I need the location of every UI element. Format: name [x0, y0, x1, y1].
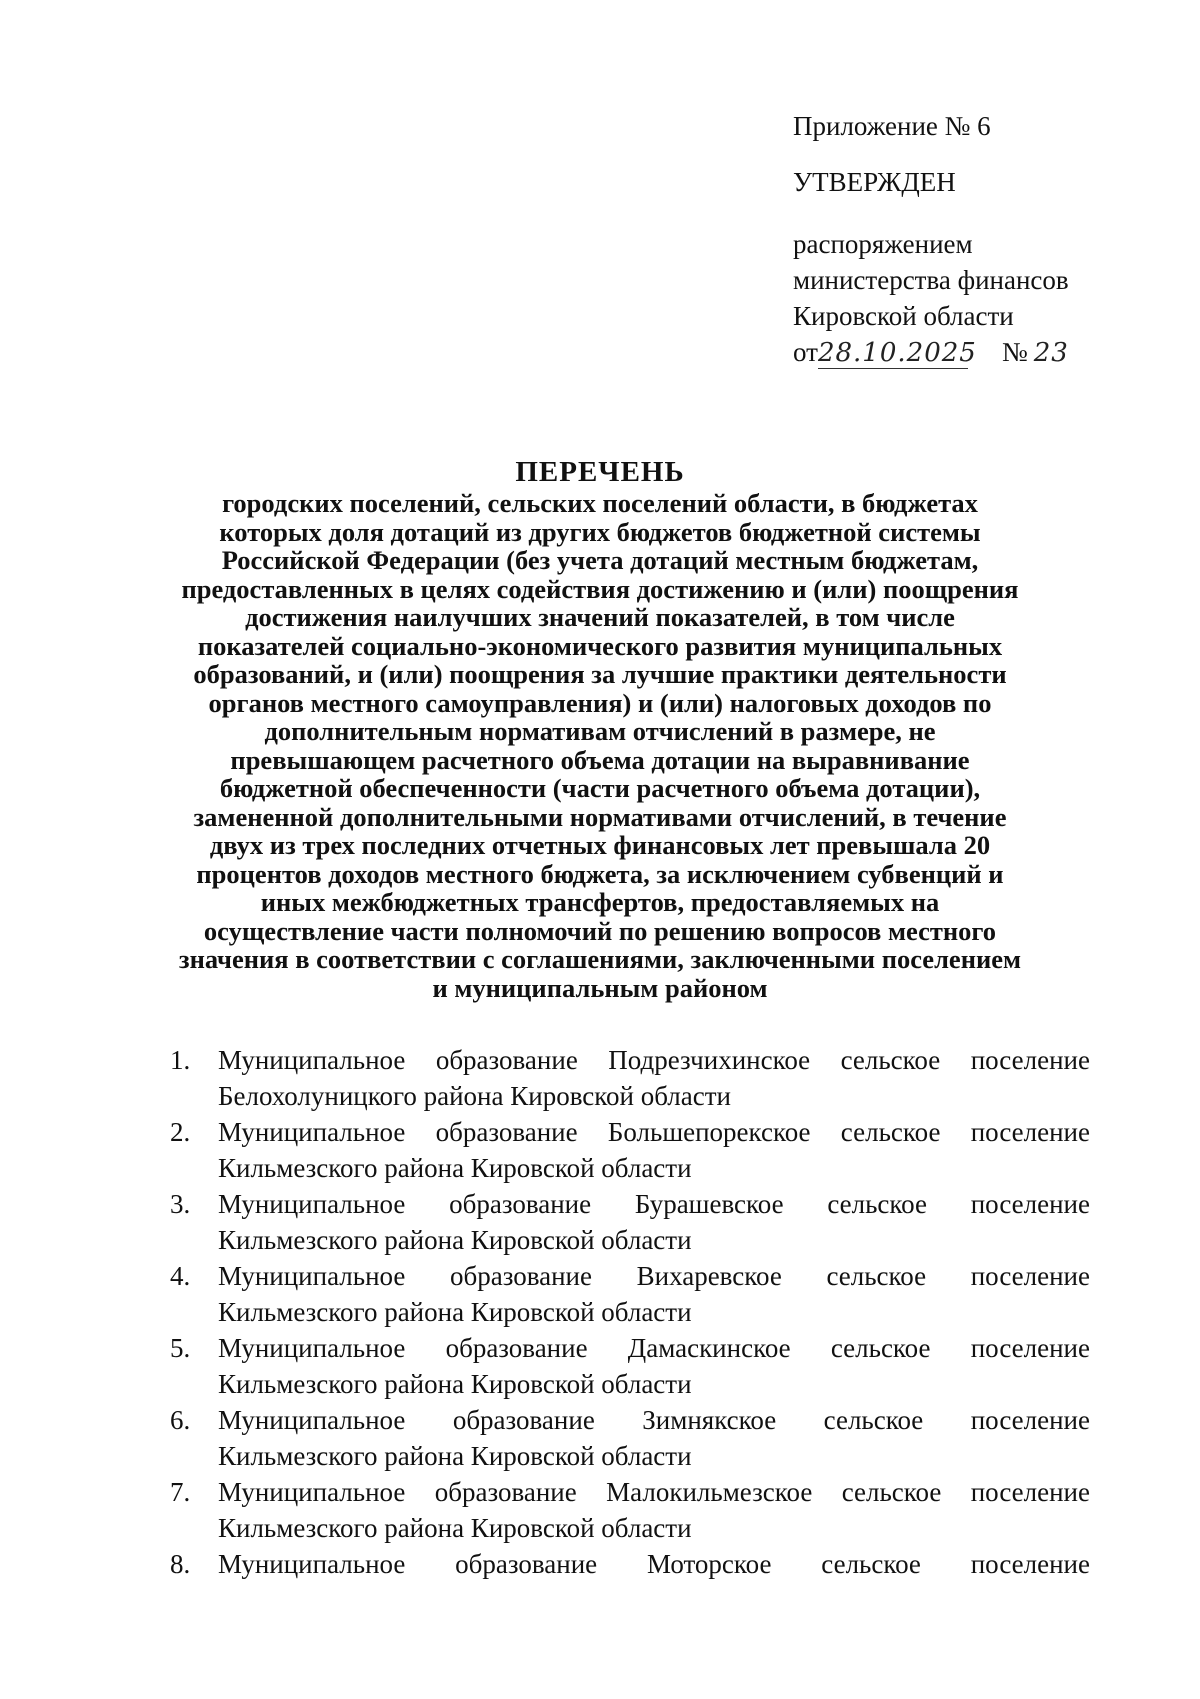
list-item-line-2: Кильмезского района Кировской области — [218, 1153, 692, 1183]
title-line: дополнительным нормативам отчислений в размере, не — [264, 716, 936, 746]
list-item-word: Муниципальное — [218, 1261, 406, 1291]
list-item-number: 7. — [170, 1477, 191, 1507]
list-item-line-2: Кильмезского района Кировской области — [218, 1225, 692, 1255]
list-item — [170, 1330, 1090, 1402]
list-item-text — [218, 1186, 1090, 1258]
list-item-word: Муниципальное — [218, 1549, 406, 1579]
list-item-word: образование — [455, 1549, 598, 1579]
title-line: превышающем расчетного объема дотации на выравнивание — [230, 744, 970, 775]
list-item-line-2: Кильмезского района Кировской области — [218, 1441, 692, 1471]
list-item-word: Бурашевское — [634, 1189, 784, 1219]
appendix-label: Приложение № 6 — [793, 111, 991, 141]
list-item-word: образование — [452, 1405, 595, 1435]
handwritten-number: 23 — [1033, 338, 1069, 368]
list-item-number: 3. — [170, 1189, 191, 1219]
list-item-word: образование — [434, 1477, 577, 1507]
list-item-word: Муниципальное — [218, 1117, 406, 1147]
list-item-text — [218, 1042, 1090, 1114]
title-line: двух из трех последних отчетных финансовых лет превышала 20 — [209, 830, 991, 860]
list-item-word: сельское — [823, 1405, 924, 1435]
order-line-1: распоряжением — [793, 229, 973, 259]
list-item-line-1 — [218, 1186, 1090, 1222]
list-item-word: поселение — [970, 1405, 1090, 1435]
list-item-word: сельское — [840, 1117, 941, 1147]
list-item-number: 1. — [170, 1045, 191, 1075]
list-item-text — [218, 1330, 1090, 1402]
title-line: иных межбюджетных трансфертов, предоставляемых на — [260, 887, 940, 917]
list-item-word: Муниципальное — [218, 1477, 406, 1507]
title-line: показателей социально-экономического развития муниципальных — [197, 630, 1003, 661]
list-item-number: 6. — [170, 1405, 191, 1435]
list-item-line-2: Белохолуницкого района Кировской области — [218, 1081, 731, 1111]
title-heading: ПЕРЕЧЕНЬ — [515, 456, 685, 488]
list-item-word: Муниципальное — [218, 1333, 406, 1363]
list-item-line-1 — [218, 1114, 1090, 1150]
list-item-word: сельское — [821, 1549, 921, 1579]
title-line: которых доля дотаций из других бюджетов бюджетной системы — [219, 516, 981, 547]
list-item-word: образование — [435, 1117, 578, 1147]
list-item-word: сельское — [841, 1477, 942, 1507]
list-item-word: поселение — [970, 1549, 1090, 1579]
order-line-2: министерства финансов — [793, 265, 1069, 295]
list-item-word: Дамаскинское — [627, 1333, 791, 1363]
title-line: городских поселений, сельских поселений области, в бюджетах — [222, 488, 978, 518]
title-line: значения в соответствии с соглашениями, заключенными поселением — [178, 944, 1022, 974]
list-item-line-1 — [218, 1546, 1090, 1582]
list-item-word: Муниципальное — [218, 1405, 406, 1435]
list-item-word: Большепорекское — [607, 1117, 811, 1147]
list-item-text — [218, 1258, 1090, 1330]
list-item-word: сельское — [827, 1189, 927, 1219]
date-prefix: от — [793, 337, 818, 367]
list-item-number: 5. — [170, 1333, 191, 1363]
list-item-word: Моторское — [646, 1549, 772, 1579]
list-item-word: поселение — [970, 1477, 1090, 1507]
list-item-number: 8. — [170, 1549, 191, 1579]
title-line: процентов доходов местного бюджета, за исключением субвенций и — [196, 858, 1004, 889]
list-item — [170, 1186, 1090, 1258]
list-item-text — [218, 1474, 1090, 1546]
list-item-word: образование — [449, 1261, 592, 1291]
list-item-word: поселение — [970, 1117, 1090, 1147]
list-item-word: сельское — [840, 1045, 941, 1075]
list-item-text — [218, 1402, 1090, 1474]
number-sign: № — [1001, 337, 1028, 367]
list-item-word: сельское — [826, 1261, 927, 1291]
approval-block — [793, 108, 1173, 371]
list-item-word: поселение — [970, 1333, 1090, 1363]
approved-label: УТВЕРЖДЕН — [793, 167, 956, 197]
list-item-word: Муниципальное — [218, 1045, 406, 1075]
list-item-word: Подрезчихинское — [608, 1045, 811, 1075]
list-item-word: поселение — [970, 1189, 1090, 1219]
handwritten-date: 28.10.2025 — [817, 338, 977, 368]
list-item-word: сельское — [830, 1333, 931, 1363]
title-line: бюджетной обеспеченности (части расчетного объема дотации), — [219, 773, 981, 803]
list-item-word: Вихаревское — [636, 1261, 782, 1291]
list-item-word: Муниципальное — [218, 1189, 406, 1219]
title-line: замененной дополнительными нормативами отчислений, в течение — [193, 801, 1007, 832]
title-line: Российской Федерации (без учета дотаций местным бюджетам, — [221, 545, 979, 575]
date-number-line — [793, 334, 1173, 371]
title-line: достижения наилучших значений показателей, в том числе — [245, 602, 955, 632]
list-item-number: 2. — [170, 1117, 191, 1147]
list-item — [170, 1042, 1090, 1114]
order-line-3: Кировской области — [793, 301, 1014, 331]
title-description — [150, 489, 1050, 1002]
list-item-line-1 — [218, 1258, 1090, 1294]
list-item-word: образование — [449, 1189, 592, 1219]
list-item — [170, 1114, 1090, 1186]
list-item-number: 4. — [170, 1261, 191, 1291]
list-item-line-1 — [218, 1474, 1090, 1510]
list-item-text — [218, 1114, 1090, 1186]
title-line: органов местного самоуправления) и (или) налоговых доходов по — [208, 687, 992, 718]
list-item-word: Малокильмезское — [606, 1477, 813, 1507]
list-item-text — [218, 1546, 1090, 1582]
title-line: осуществление части полномочий по решению вопросов местного — [203, 915, 997, 946]
title-line: образований, и (или) поощрения за лучшие практики деятельности — [193, 659, 1007, 689]
list-item-line-2: Кильмезского района Кировской области — [218, 1297, 692, 1327]
list-item-line-1 — [218, 1330, 1090, 1366]
title-line: предоставленных в целях содействия достижению и (или) поощрения — [181, 573, 1019, 604]
list-item — [170, 1402, 1090, 1474]
list-item-word: образование — [435, 1045, 578, 1075]
list-item-line-2: Кильмезского района Кировской области — [218, 1513, 692, 1543]
list-item-line-1 — [218, 1042, 1090, 1078]
list-item-word: Зимнякское — [642, 1405, 777, 1435]
list-item — [170, 1258, 1090, 1330]
list-item-word: поселение — [970, 1045, 1090, 1075]
settlement-list — [170, 1042, 1090, 1582]
title-line: и муниципальным районом — [432, 972, 768, 1003]
list-item — [170, 1474, 1090, 1546]
list-item-line-1 — [218, 1402, 1090, 1438]
document-title — [150, 455, 1050, 1002]
list-item-word: образование — [445, 1333, 588, 1363]
list-item — [170, 1546, 1090, 1582]
list-item-word: поселение — [970, 1261, 1090, 1291]
list-item-line-2: Кильмезского района Кировской области — [218, 1369, 692, 1399]
